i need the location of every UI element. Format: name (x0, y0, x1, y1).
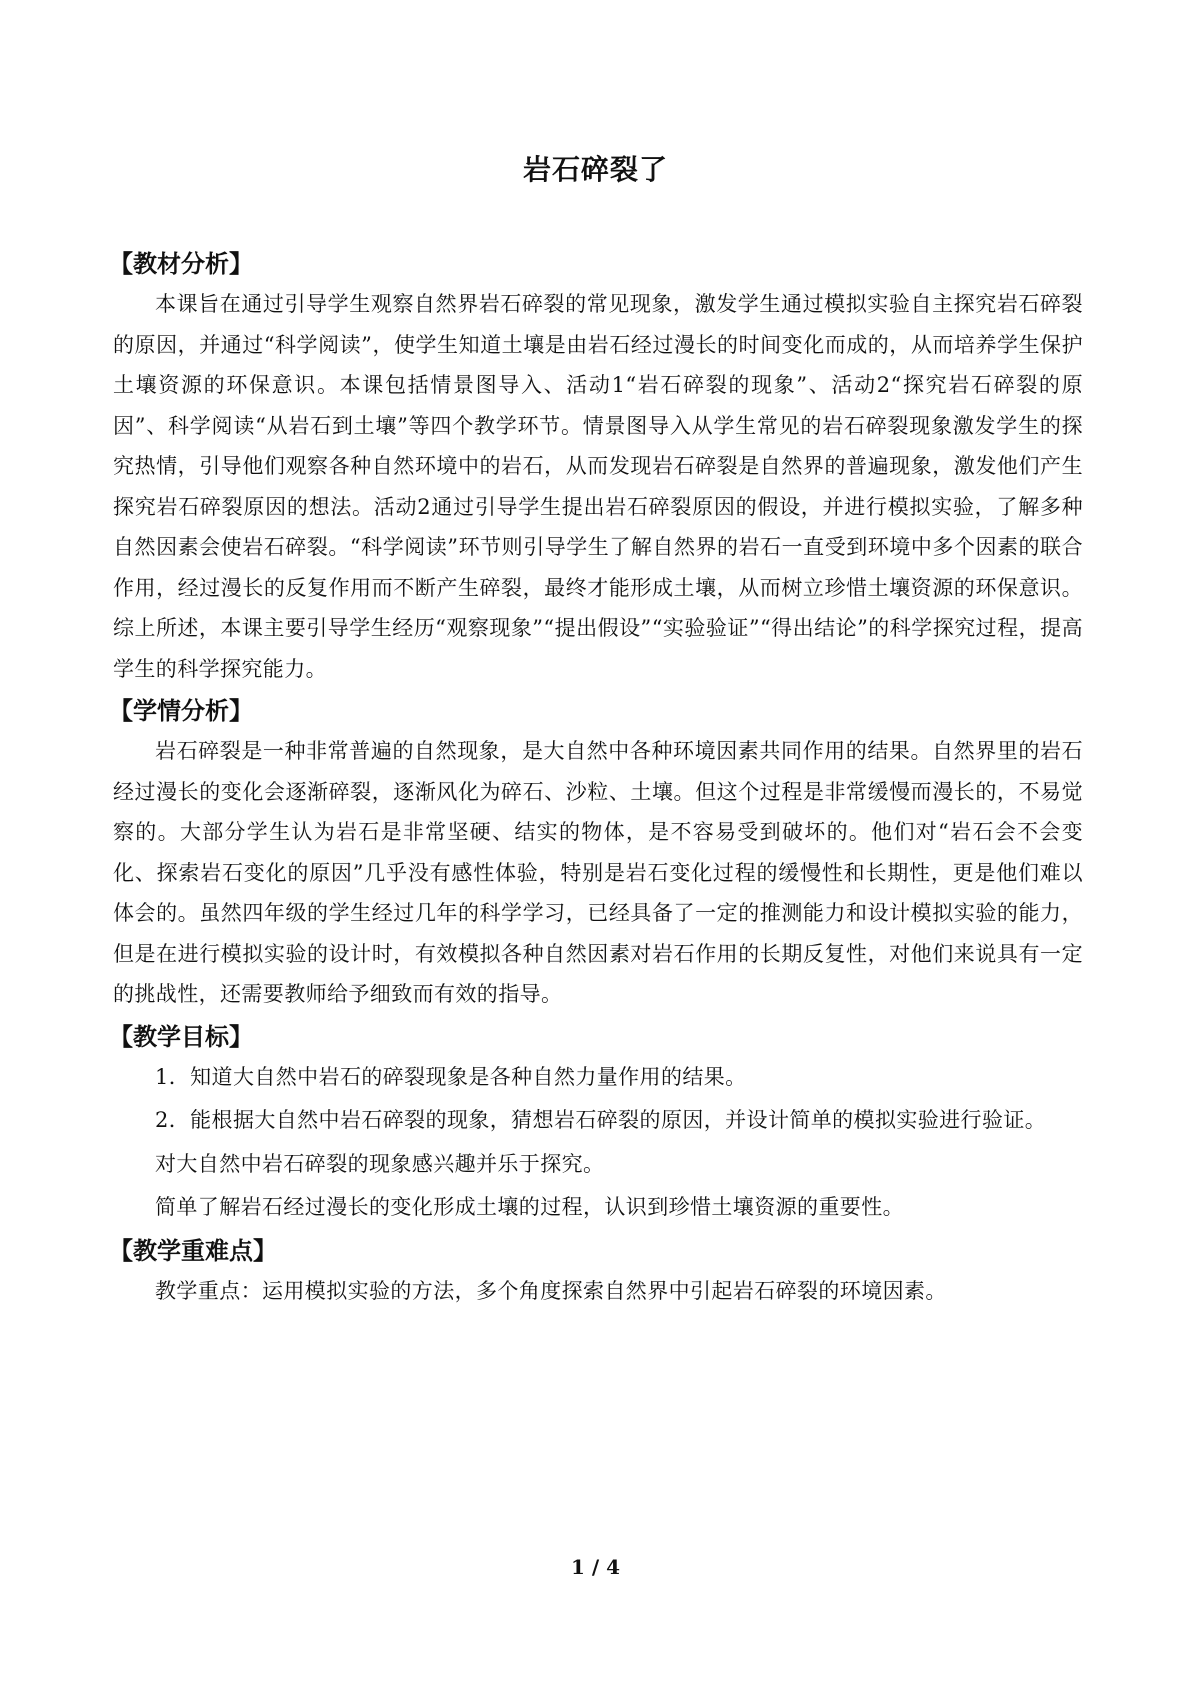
section-heading: 【教学重难点】 (109, 1236, 277, 1265)
paragraph: 岩石碎裂是一种非常普遍的自然现象，是大自然中各种环境因素共同作用的结果。自然界里的岩石经过漫长的变化会逐渐碎裂，逐渐风化为碎石、沙粒、土壤。但这个过程是非常缓慢而漫长的，不易觉察的。大部分学生认为岩石是非常坚硬、结实的物体，是不容易受到破坏的。他们对“岩石会不会变化、探索岩石变化的原因”几乎没有感性体验，特别是岩石变化过程的缓慢性和长期性，更是他们难以体会的。虽然四年级的学生经过几年的科学学习，已经具备了一定的推测能力和设计模拟实验的能力，但是在进行模拟实验的设计时，有效模拟各种自然因素对岩石作用的长期反复性，对他们来说具有一定的挑战性，还需要教师给予细致而有效的指导。 (113, 739, 1083, 1006)
section-heading: 【教学目标】 (109, 1022, 253, 1051)
document-title: 岩石碎裂了 (522, 153, 668, 186)
goal-item: 简单了解岩石经过漫长的变化形成土壤的过程，认识到珍惜土壤资源的重要性。 (155, 1195, 904, 1219)
goal-item: 2．能根据大自然中岩石碎裂的现象，猜想岩石碎裂的原因，并设计简单的模拟实验进行验证。 (155, 1108, 1047, 1132)
section-textbook-analysis (109, 244, 1083, 689)
section-teaching-goals (109, 1017, 1083, 1228)
goal-item: 对大自然中岩石碎裂的现象感兴趣并乐于探究。 (155, 1151, 605, 1176)
paragraph: 教学重点：运用模拟实验的方法，多个角度探索自然界中引起岩石碎裂的环境因素。 (155, 1278, 947, 1303)
section-key-points (109, 1231, 1083, 1312)
page-number: 1 / 4 (570, 1555, 621, 1579)
section-student-analysis (109, 691, 1083, 1015)
document-body (109, 244, 1083, 1313)
paragraph: 本课旨在通过引导学生观察自然界岩石碎裂的常见现象，激发学生通过模拟实验自主探究岩石碎裂的原因，并通过“科学阅读”，使学生知道土壤是由岩石经过漫长的时间变化而成的，从而培养学生保护土壤资源的环保意识。本课包括情景图导入、活动1“岩石碎裂的现象”、活动2“探究岩石碎裂的原因”、科学阅读“从岩石到土壤”等四个教学环节。情景图导入从学生常见的岩石碎裂现象激发学生的探究热情，引导他们观察各种自然环境中的岩石，从而发现岩石碎裂是自然界的普遍现象，激发他们产生探究岩石碎裂原因的想法。活动2通过引导学生提出岩石碎裂原因的假设，并进行模拟实验，了解多种自然因素会使岩石碎裂。“科学阅读”环节则引导学生了解自然界的岩石一直受到环境中多个因素的联合作用，经过漫长的反复作用而不断产生碎裂，最终才能形成土壤，从而树立珍惜土壤资源的环保意识。综上所述，本课主要引导学生经历“观察现象”“提出假设”“实验验证”“得出结论”的科学探究过程，提高学生的科学探究能力。 (113, 292, 1083, 681)
section-heading: 【教材分析】 (109, 250, 253, 278)
goal-item: 1．知道大自然中岩石的碎裂现象是各种自然力量作用的结果。 (155, 1064, 747, 1089)
section-heading: 【学情分析】 (109, 697, 253, 725)
